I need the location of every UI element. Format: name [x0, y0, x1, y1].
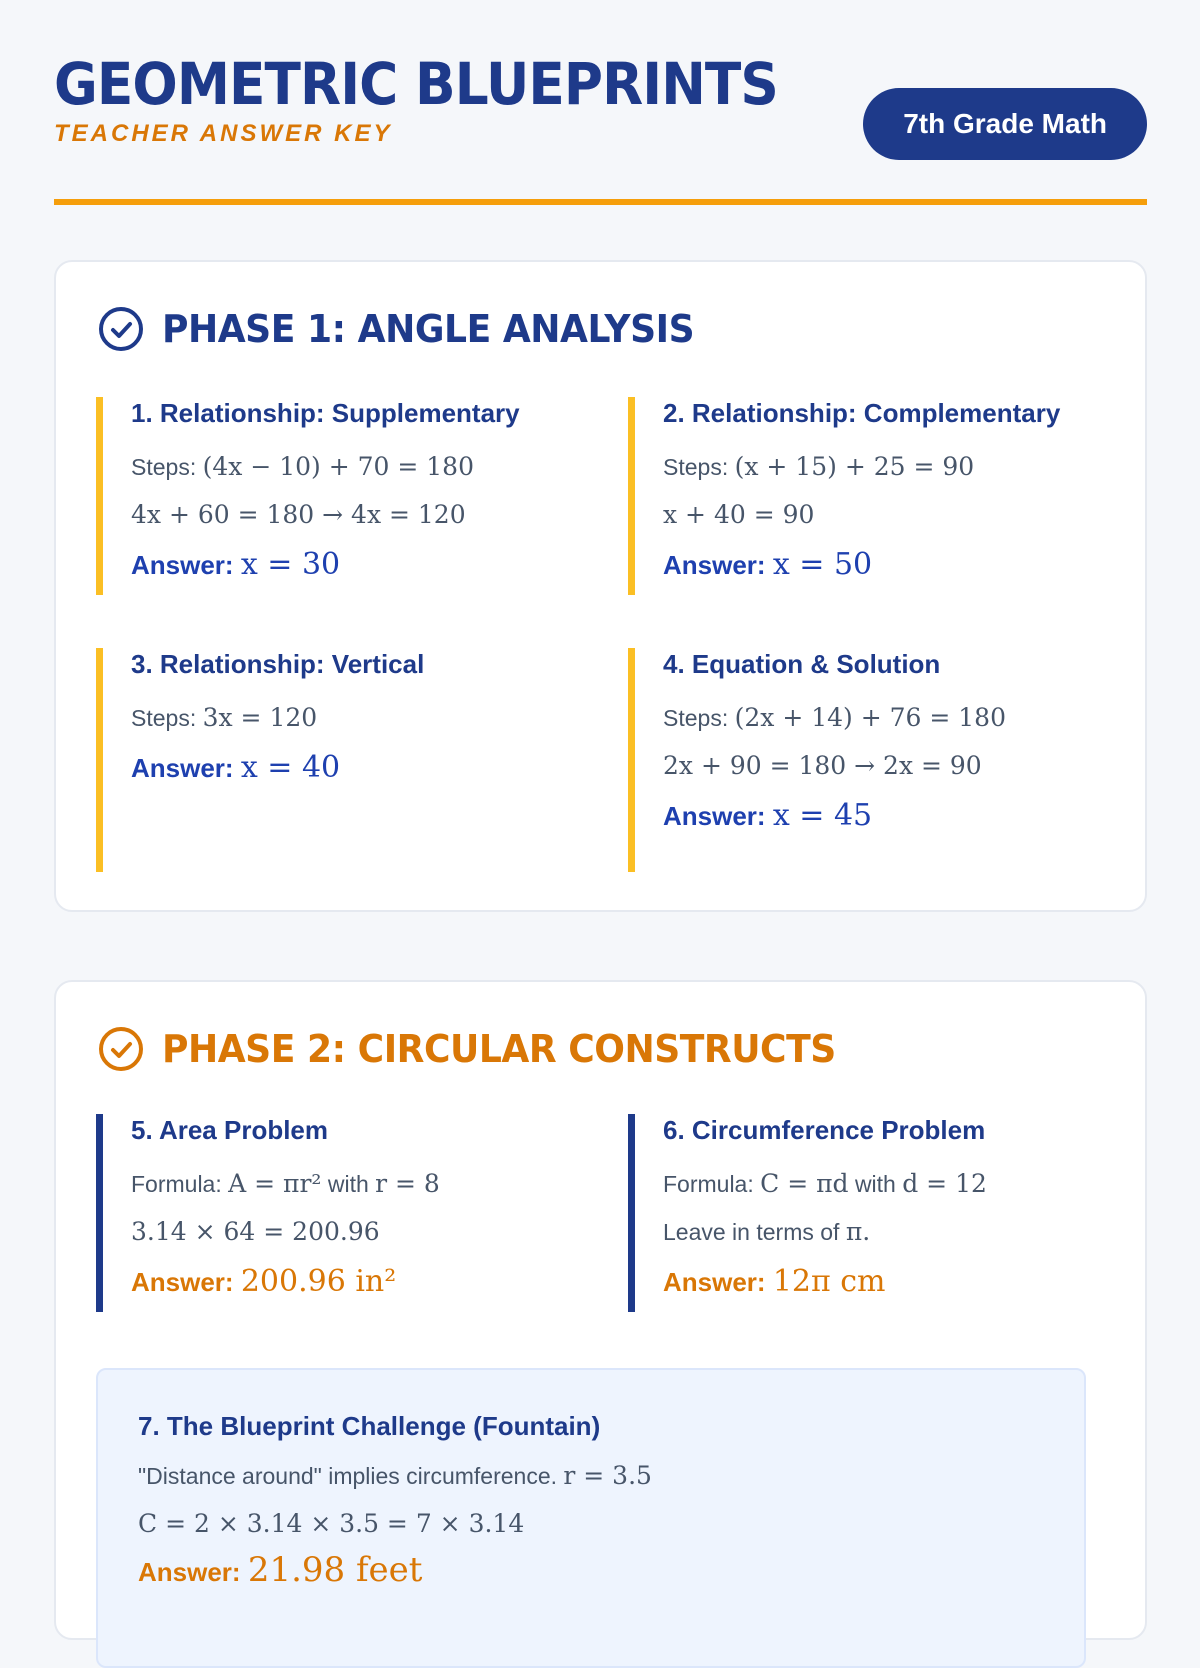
problem-answer [663, 1256, 1098, 1308]
challenge-note [138, 1452, 1044, 1500]
answer-value: x = 45 [772, 798, 873, 833]
answer-value: 12π cm [772, 1264, 886, 1299]
problem-answer [131, 1256, 566, 1308]
blueprint-challenge-box [96, 1368, 1086, 1668]
problem-steps [131, 443, 566, 491]
formula-equation: A = πr² [228, 1169, 322, 1198]
answer-label: Answer: [131, 1267, 234, 1297]
phase-1-header [98, 306, 722, 352]
steps-equation: (4x − 10) + 70 = 180 [202, 452, 474, 481]
given-value: d = 12 [902, 1169, 987, 1198]
answer-label: Answer: [663, 550, 766, 580]
formula-label: Formula: [131, 1171, 222, 1197]
problem-steps [131, 694, 566, 742]
answer-label: Answer: [663, 1267, 766, 1297]
page-subtitle: TEACHER ANSWER KEY [54, 120, 393, 147]
problem-2 [628, 397, 1098, 595]
answer-label: Answer: [138, 1557, 241, 1587]
page-header [54, 52, 1147, 148]
with-label: with [327, 1171, 369, 1197]
work-equation: 2x + 90 = 180 → 2x = 90 [663, 751, 982, 780]
given-value: r = 8 [375, 1169, 440, 1198]
problem-work [663, 742, 1098, 790]
problem-steps [663, 443, 1098, 491]
problem-title: 5. Area Problem [131, 1115, 329, 1145]
problem-5 [96, 1114, 566, 1312]
steps-label: Steps: [663, 454, 729, 480]
problem-1 [96, 397, 566, 595]
problem-work [663, 491, 1098, 539]
problem-title: 2. Relationship: Complementary [663, 398, 1061, 428]
challenge-answer [138, 1548, 1044, 1594]
problem-answer [663, 790, 1098, 842]
problem-answer [131, 539, 566, 591]
problem-note [663, 1208, 1098, 1256]
answer-label: Answer: [663, 801, 766, 831]
phase-2-header [98, 1026, 871, 1072]
challenge-work [138, 1500, 1044, 1548]
work-equation: 4x + 60 = 180 → 4x = 120 [131, 500, 466, 529]
work-equation: x + 40 = 90 [663, 500, 815, 529]
problem-formula [131, 1160, 566, 1208]
page-title: GEOMETRIC BLUEPRINTS [54, 50, 778, 118]
steps-label: Steps: [131, 454, 197, 480]
problem-title: 3. Relationship: Vertical [131, 649, 425, 679]
problem-answer [663, 539, 1098, 591]
answer-value: x = 50 [772, 547, 873, 582]
check-circle-icon [98, 306, 144, 352]
phase-1-title: PHASE 1: ANGLE ANALYSIS [162, 307, 695, 351]
problem-title: 1. Relationship: Supplementary [131, 398, 520, 428]
problem-work [131, 1208, 566, 1256]
problem-work [131, 491, 566, 539]
pi-symbol: π. [845, 1217, 871, 1246]
work-equation: C = 2 × 3.14 × 3.5 = 7 × 3.14 [138, 1509, 525, 1538]
given-value: r = 3.5 [563, 1461, 652, 1490]
problem-title: 6. Circumference Problem [663, 1115, 986, 1145]
answer-label: Answer: [131, 550, 234, 580]
with-label: with [854, 1171, 896, 1197]
formula-label: Formula: [663, 1171, 754, 1197]
work-equation: 3.14 × 64 = 200.96 [131, 1217, 380, 1246]
steps-label: Steps: [663, 705, 729, 731]
header-divider [54, 199, 1147, 205]
problem-3 [96, 648, 566, 872]
steps-label: Steps: [131, 705, 197, 731]
phase-1-card [54, 260, 1147, 912]
answer-value: 21.98 feet [247, 1550, 423, 1590]
formula-equation: C = πd [760, 1169, 849, 1198]
note-text: "Distance around" implies circumference. [138, 1463, 557, 1489]
problem-steps [663, 694, 1098, 742]
problem-title: 4. Equation & Solution [663, 649, 941, 679]
steps-equation: (2x + 14) + 76 = 180 [734, 703, 1006, 732]
note-text: Leave in terms of [663, 1219, 840, 1245]
steps-equation: 3x = 120 [202, 703, 318, 732]
challenge-title: 7. The Blueprint Challenge (Fountain) [138, 1411, 601, 1441]
check-circle-icon [98, 1026, 144, 1072]
phase-2-card [54, 980, 1147, 1640]
answer-label: Answer: [131, 753, 234, 783]
problem-formula [663, 1160, 1098, 1208]
steps-equation: (x + 15) + 25 = 90 [734, 452, 975, 481]
problem-4 [628, 648, 1098, 872]
phase-2-title: PHASE 2: CIRCULAR CONSTRUCTS [162, 1027, 836, 1071]
answer-value: 200.96 in² [240, 1264, 397, 1299]
problem-answer [131, 742, 566, 794]
grade-badge: 7th Grade Math [863, 88, 1147, 160]
problem-6 [628, 1114, 1098, 1312]
answer-value: x = 30 [240, 547, 341, 582]
answer-value: x = 40 [240, 750, 341, 785]
